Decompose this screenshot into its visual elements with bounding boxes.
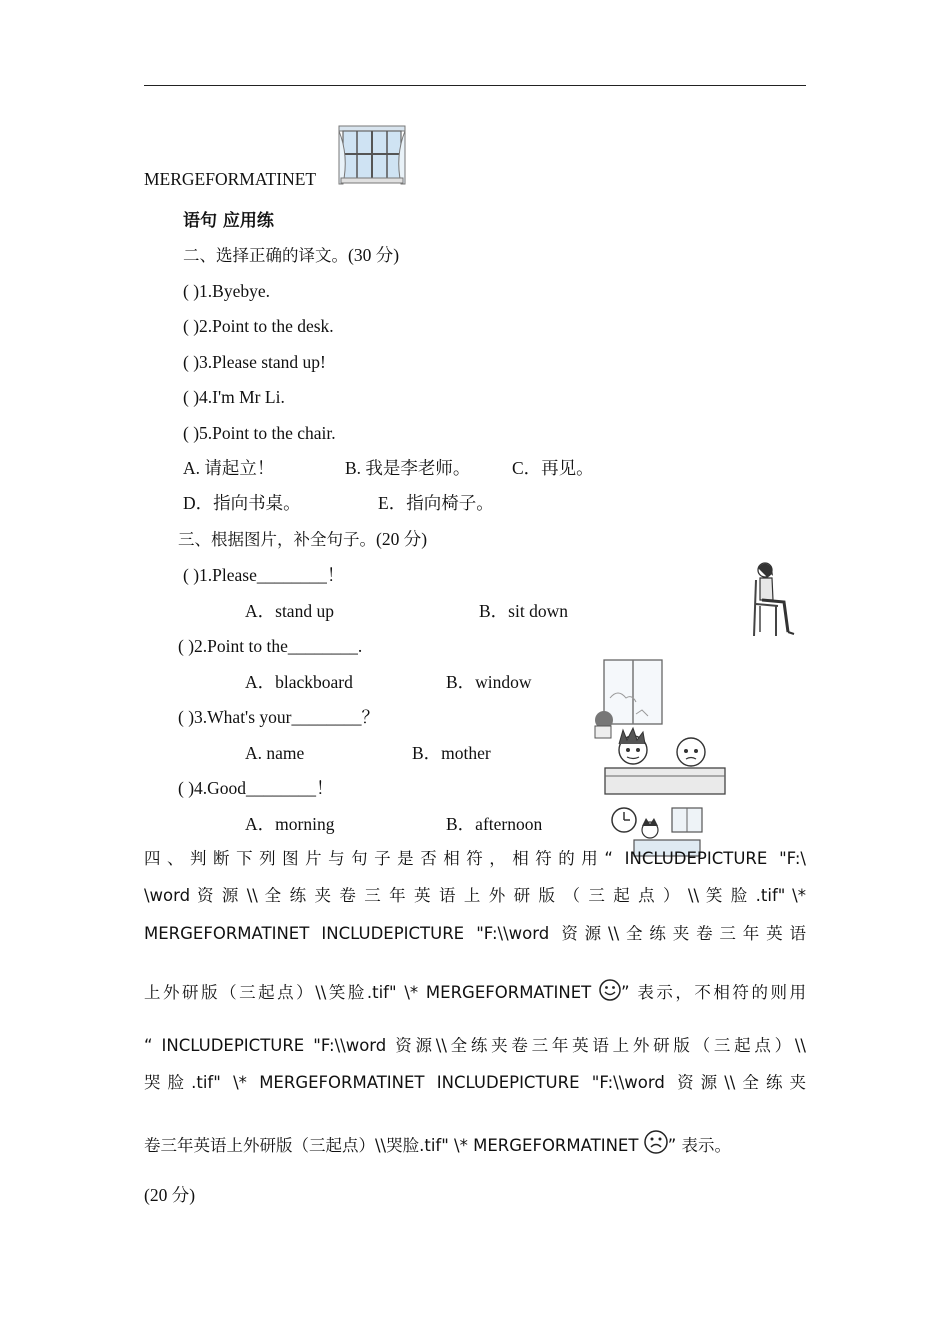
section2-option-d: D．指向书桌。 xyxy=(183,493,301,513)
section3-q3-stem: ( )3.What's your________？ xyxy=(178,707,379,727)
smiley-face-icon xyxy=(599,979,621,1001)
section4-line-4-pre: 上外研版（三起点）\\笑脸.tif" \* MERGEFORMATINET xyxy=(144,983,599,1002)
window-image xyxy=(337,126,407,186)
section4-line-4 xyxy=(144,979,806,1002)
section4-line-7 xyxy=(144,1130,806,1155)
section2-item-2: ( )2.Point to the desk. xyxy=(183,316,334,336)
section3-q1-option-a: A．stand up xyxy=(245,601,334,621)
section2-option-b: B. 我是李老师。 xyxy=(345,458,471,478)
section3-title-text: 三、根据图片，补全句子。 xyxy=(178,530,376,549)
section2-option-a: A. 请起立！ xyxy=(183,458,275,478)
section4-line-6: 哭脸.tif" \* MERGEFORMATINET INCLUDEPICTURE "F:\\word 资源\\全练夹 xyxy=(144,1073,806,1092)
header-rule xyxy=(144,85,806,86)
section3-q2-option-a: A．blackboard xyxy=(245,672,353,692)
section4-score: (20 分) xyxy=(144,1185,196,1205)
two-boys-image xyxy=(603,726,729,798)
section2-option-e: E．指向椅子。 xyxy=(378,493,494,513)
section2-item-4: ( )4.I'm Mr Li. xyxy=(183,387,285,407)
section3-score: (20 分) xyxy=(376,529,428,549)
section-heading: 语句 应用练 xyxy=(183,211,274,231)
section2-item-1: ( )1.Byebye. xyxy=(183,281,270,301)
section4-line-7-post: ” 表示。 xyxy=(667,1136,731,1155)
section3-q1-option-b: B．sit down xyxy=(479,601,568,621)
section2-item-5: ( )5.Point to the chair. xyxy=(183,423,336,443)
section3-title xyxy=(178,531,427,549)
section3-q1-stem: ( )1.Please________！ xyxy=(183,565,345,585)
section4-line-1: 四、判断下列图片与句子是否相符，相符的用“ INCLUDEPICTURE "F:\ xyxy=(144,849,806,868)
section3-q4-stem: ( )4.Good________！ xyxy=(178,778,334,798)
section2-option-c: C．再见。 xyxy=(512,458,594,478)
sad-face-icon xyxy=(644,1130,668,1154)
merge-format-text: MERGEFORMATINET xyxy=(144,169,317,189)
section3-q4-option-a: A．morning xyxy=(245,814,335,834)
section3-q3-option-b: B．mother xyxy=(412,743,491,763)
section3-q4-option-b: B．afternoon xyxy=(446,814,543,834)
section2-title-text: 二、选择正确的译文。 xyxy=(183,246,348,265)
section3-q3-option-a: A. name xyxy=(245,743,305,763)
section3-q2-stem: ( )2.Point to the________. xyxy=(178,636,363,656)
section2-title xyxy=(183,247,399,265)
section3-q2-option-b: B．window xyxy=(446,672,532,692)
girl-sitting-image xyxy=(748,560,798,640)
section4-line-3: MERGEFORMATINET INCLUDEPICTURE "F:\\word 资源\\全练夹卷三年英语 xyxy=(144,924,806,943)
section2-score: (30 分) xyxy=(348,245,400,265)
section2-item-3: ( )3.Please stand up! xyxy=(183,352,326,372)
section4-line-7-pre: 卷三年英语上外研版（三起点）\\哭脸.tif" \* MERGEFORMATINET xyxy=(144,1136,644,1155)
section4-line-2: \word 资 源 \\ 全 练 夹 卷 三 年 英 语 上 外 研 版 （ 三 起 点 ） \\ 笑 脸 .tif" \* xyxy=(144,886,806,905)
section4-line-4-post: ” 表示，不相符的则用 xyxy=(621,983,806,1002)
section4-line-5: “ INCLUDEPICTURE "F:\\word 资源\\全练夹卷三年英语上外研版（三起点）\\ xyxy=(144,1036,806,1055)
